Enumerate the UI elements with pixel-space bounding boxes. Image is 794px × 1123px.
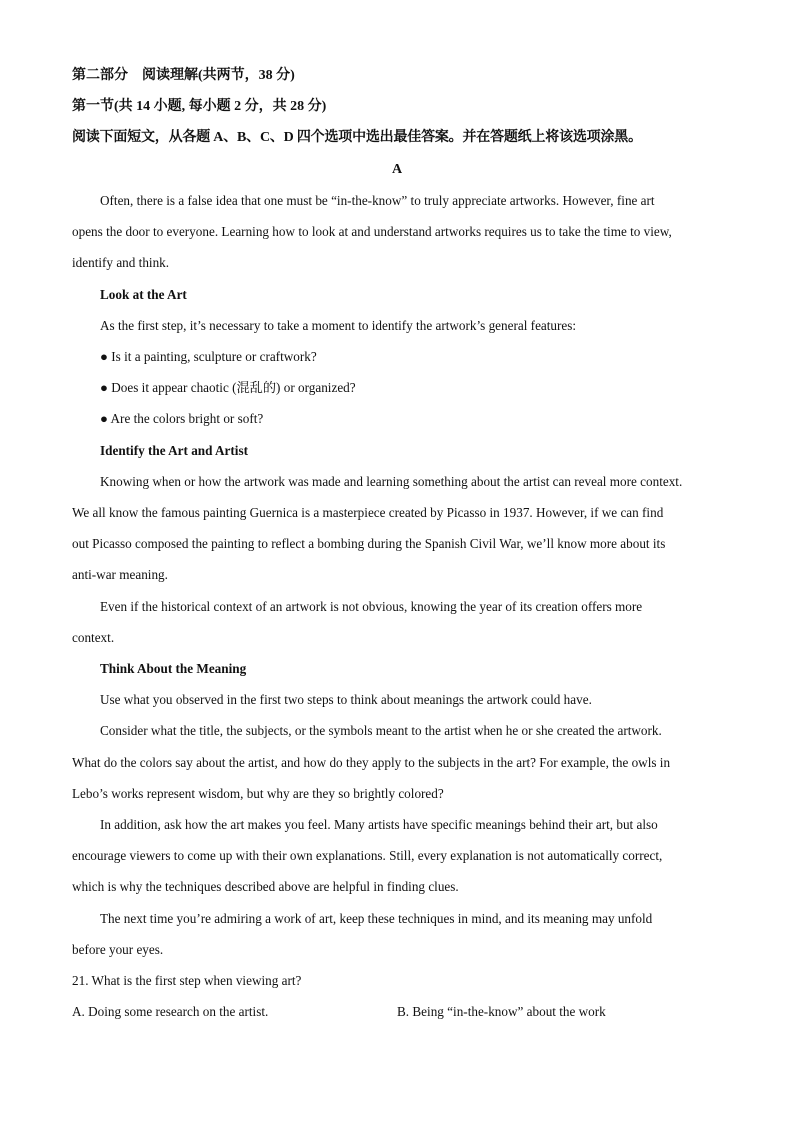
section3-para3-line: encourage viewers to come up with their own explanations. Still, every explanation is not automatically correct,: [72, 848, 663, 863]
section3-para2-line: Lebo’s works represent wisdom, but why are they so brightly colored?: [72, 786, 444, 801]
section2-para2-line: Even if the historical context of an artwork is not obvious, knowing the year of its creation offers more: [100, 599, 643, 614]
bullet-item: ● Is it a painting, sculpture or craftwork?: [100, 349, 317, 364]
section2-para1-line: anti-war meaning.: [72, 567, 168, 582]
option-b[interactable]: B. Being “in-the-know” about the work: [397, 1004, 606, 1019]
section2-para1-line: Knowing when or how the artwork was made and learning something about the artist can reveal more context.: [100, 474, 683, 489]
question-stem: 21. What is the first step when viewing art?: [72, 973, 302, 988]
section3-para4-line: before your eyes.: [72, 942, 164, 957]
section3-para1: Use what you observed in the first two steps to think about meanings the artwork could have.: [100, 692, 592, 707]
instructions: 阅读下面短文，从各题 A、B、C、D 四个选项中选出最佳答案。并在答题纸上将该选项涂黑。: [72, 130, 642, 145]
intro-line-2: opens the door to everyone. Learning how to look at and understand artworks requires us to take the time to view,: [72, 224, 672, 239]
passage-label: A: [391, 162, 403, 177]
section3-para2-line: Consider what the title, the subjects, or the symbols meant to the artist when he or she created the artwork.: [100, 723, 662, 738]
section3-para3-line: In addition, ask how the art makes you feel. Many artists have specific meanings behind their art, but also: [100, 817, 658, 832]
section-heading-identify: Identify the Art and Artist: [100, 443, 248, 458]
section2-para1-line: We all know the famous painting Guernica is a masterpiece created by Picasso in 1937. However, if we can find: [72, 505, 664, 520]
intro-line-3: identify and think.: [72, 255, 170, 270]
bullet-item: ● Does it appear chaotic (混乱的) or organized?: [100, 380, 356, 395]
section-heading-look: Look at the Art: [100, 287, 187, 302]
section2-para1-line: out Picasso composed the painting to reflect a bombing during the Spanish Civil War, we’ll know more about its: [72, 536, 666, 551]
intro-line-1: Often, there is a false idea that one must be “in-the-know” to truly appreciate artworks. However, fine art: [100, 193, 655, 208]
section3-para4-line: The next time you’re admiring a work of art, keep these techniques in mind, and its meaning may unfold: [100, 911, 653, 926]
section2-para2-line: context.: [72, 630, 115, 645]
section1-text: As the first step, it’s necessary to take a moment to identify the artwork’s general features:: [100, 318, 577, 333]
section-heading-meaning: Think About the Meaning: [100, 661, 247, 676]
section3-para3-line: which is why the techniques described above are helpful in finding clues.: [72, 879, 459, 894]
option-a[interactable]: A. Doing some research on the artist.: [72, 1004, 269, 1019]
part-title: 第二部分 阅读理解(共两节，38 分): [72, 68, 295, 83]
bullet-item: ● Are the colors bright or soft?: [100, 411, 264, 426]
section-title: 第一节(共 14 小题, 每小题 2 分，共 28 分): [72, 99, 327, 114]
section3-para2-line: What do the colors say about the artist, and how do they apply to the subjects in the art? For example, the owls in: [72, 755, 671, 770]
